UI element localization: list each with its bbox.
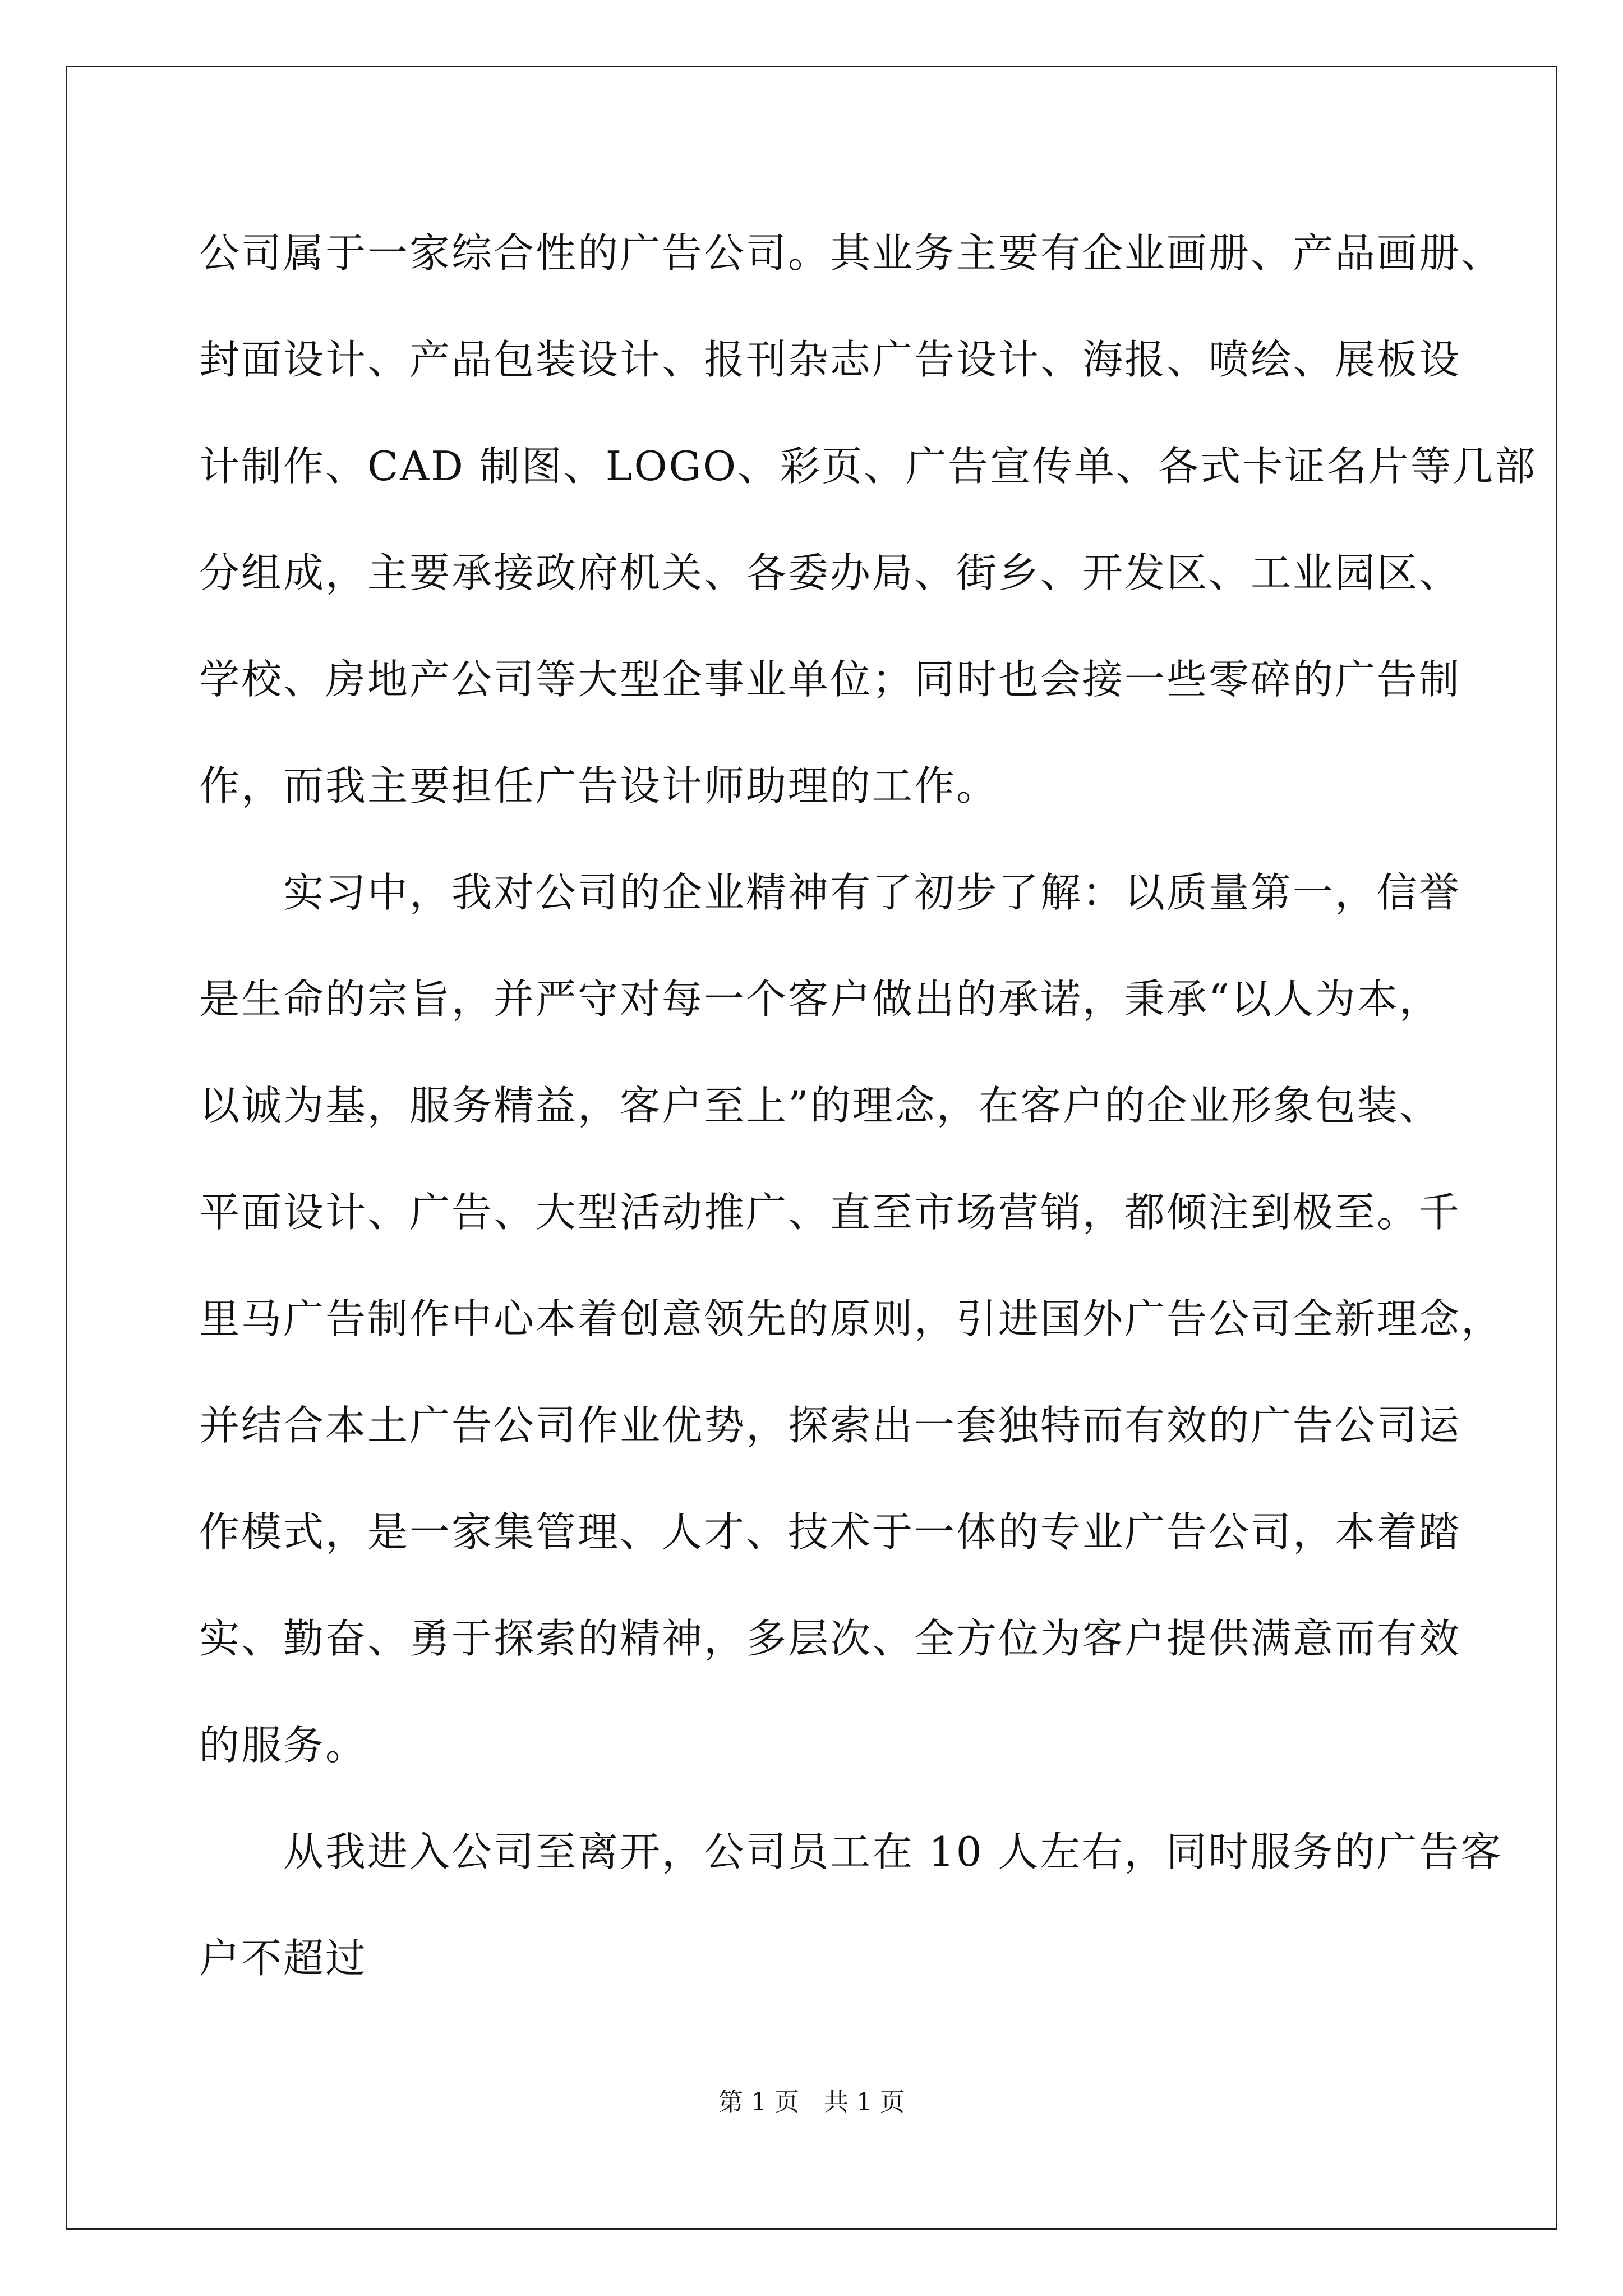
text-line: 分组成，主要承接政府机关、各委办局、街乡、开发区、工业园区、 [199,549,1461,596]
text-line: 学校、房地产公司等大型企事业单位；同时也会接一些零碎的广告制 [199,656,1461,703]
text-line: 并结合本土广告公司作业优势，探索出一套独特而有效的广告公司运 [199,1402,1461,1449]
text-line: 公司属于一家综合性的广告公司。其业务主要有企业画册、产品画册、 [199,229,1504,277]
text-line: 户不超过 [199,1935,368,1982]
text-line: 平面设计、广告、大型活动推广、直至市场营销，都倾注到极至。千 [199,1189,1461,1236]
text-line: 作，而我主要担任广告设计师助理的工作。 [199,762,999,809]
text-line: 实、勤奋、勇于探索的精神，多层次、全方位为客户提供满意而有效 [199,1615,1461,1662]
text-line: 实习中，我对公司的企业精神有了初步了解：以质量第一，信誉 [199,869,1461,916]
text-line: 从我进入公司至离开，公司员工在 10 人左右，同时服务的广告客 [199,1828,1503,1875]
page-footer: 第 1 页 共 1 页 [718,2088,905,2116]
text-line: 计制作、CAD 制图、LOGO、彩页、广告宣传单、各式卡证名片等几部 [199,443,1537,490]
page-border [66,66,1557,2230]
text-line: 的服务。 [199,1722,368,1769]
text-line: 以诚为基，服务精益，客户至上”的理念，在客户的企业形象包装、 [199,1082,1441,1129]
text-line: 作模式，是一家集管理、人才、技术于一体的专业广告公司，本着踏 [199,1508,1461,1556]
text-line: 里马广告制作中心本着创意领先的原则，引进国外广告公司全新理念， [199,1295,1504,1342]
text-line: 封面设计、产品包装设计、报刊杂志广告设计、海报、喷绘、展板设 [199,336,1461,383]
text-line: 是生命的宗旨，并严守对每一个客户做出的承诺，秉承“以人为本， [199,976,1441,1023]
